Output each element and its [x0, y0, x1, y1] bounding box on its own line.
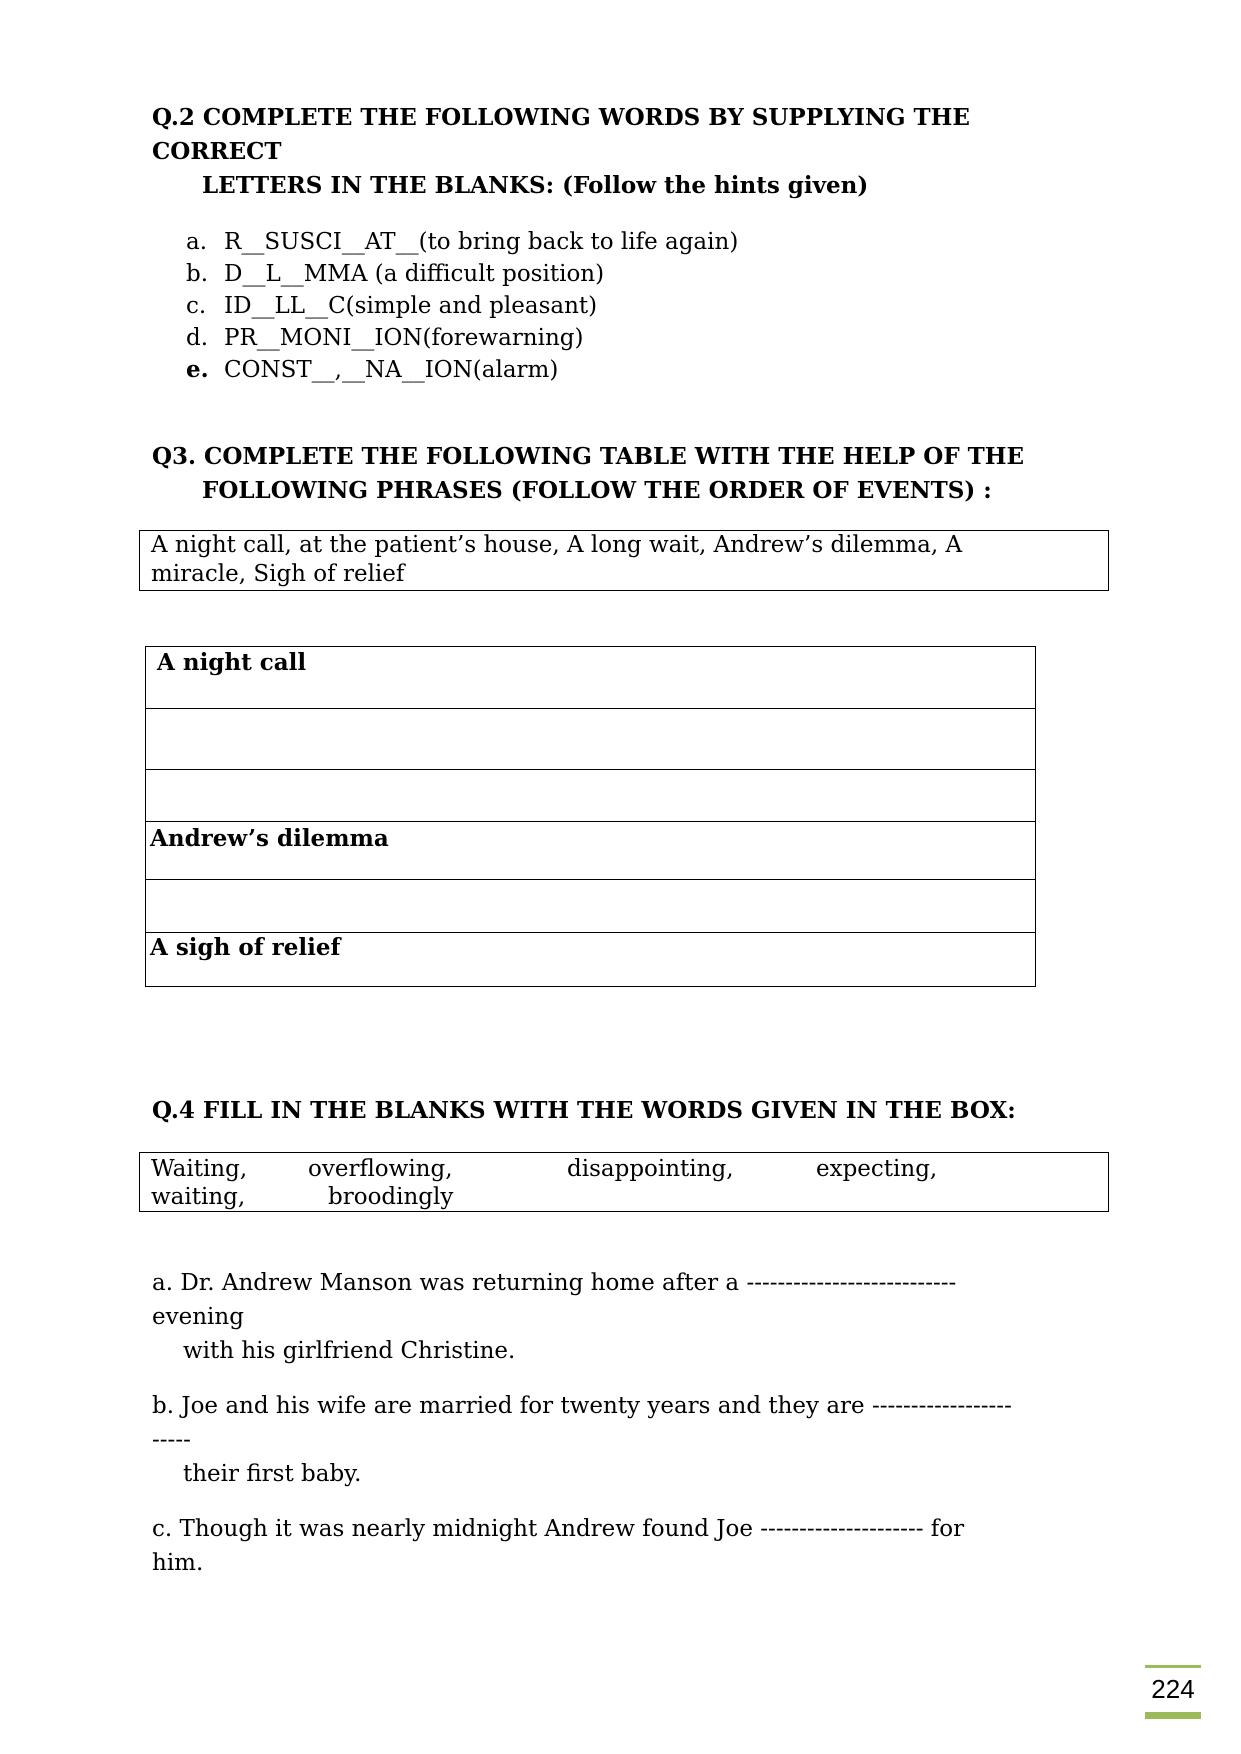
q3-heading-line2: FOLLOWING PHRASES (FOLLOW THE ORDER OF EVENTS) : — [202, 477, 992, 504]
q2-item-text: D__L__MMA (a difficult position) — [224, 261, 605, 287]
table-cell-text: A sigh of relief — [150, 934, 341, 961]
table-cell[interactable] — [146, 647, 1036, 709]
sentence-a-line1: a. Dr. Andrew Manson was returning home after a --------------------------- — [152, 1270, 957, 1296]
sentence-c-line1: c. Though it was nearly midnight Andrew found Joe --------------------- for — [152, 1516, 965, 1542]
table-cell[interactable] — [146, 770, 1036, 822]
sentence-b-line1: b. Joe and his wife are married for twenty years and they are ------------------ — [152, 1393, 1012, 1419]
q2-item-letter: e. — [186, 356, 209, 383]
table-cell[interactable] — [146, 709, 1036, 770]
phrase-box-line1: A night call, at the patient’s house, A long wait, Andrew’s dilemma, A — [151, 532, 963, 558]
q2-item-letter: c. — [186, 293, 207, 319]
page-number-top-rule — [1145, 1665, 1201, 1668]
q2-item-e — [186, 354, 558, 386]
word-box-word: expecting, — [816, 1156, 938, 1182]
page-number: 224 — [1151, 1674, 1195, 1704]
word-box — [139, 1152, 1109, 1212]
phrase-box — [139, 530, 1109, 591]
table-cell-text: Andrew’s dilemma — [150, 825, 389, 852]
q4-heading: Q.4 FILL IN THE BLANKS WITH THE WORDS GIVEN IN THE BOX: — [152, 1097, 1016, 1124]
phrase-box-line2: miracle, Sigh of relief — [151, 561, 405, 587]
q2-heading-line1: Q.2 COMPLETE THE FOLLOWING WORDS BY SUPPLYING THE — [152, 104, 970, 131]
q2-heading-line3: LETTERS IN THE BLANKS: (Follow the hints given) — [202, 172, 869, 199]
sentence-a-line3: with his girlfriend Christine. — [183, 1338, 516, 1364]
word-box-word: broodingly — [328, 1184, 454, 1210]
table-cell-text: A night call — [157, 649, 307, 676]
q2-item-a — [186, 226, 738, 258]
q2-item-text: PR__MONI__ION(forewarning) — [224, 325, 584, 351]
q2-item-d — [186, 322, 584, 354]
table-row — [146, 770, 1036, 822]
events-table — [145, 646, 1036, 987]
table-cell[interactable] — [146, 880, 1036, 933]
q2-item-letter: b. — [186, 261, 209, 287]
table-row — [146, 933, 1036, 987]
table-row — [146, 709, 1036, 770]
q2-heading-line2: CORRECT — [152, 138, 282, 165]
table-cell[interactable] — [146, 822, 1036, 880]
q2-item-letter: d. — [186, 325, 209, 351]
q3-heading-line1: Q3. COMPLETE THE FOLLOWING TABLE WITH THE HELP OF THE — [152, 443, 1025, 470]
q2-item-text: R__SUSCI__AT__(to bring back to life again) — [224, 229, 739, 255]
q2-item-letter: a. — [186, 229, 208, 255]
table-row — [146, 822, 1036, 880]
sentence-c-line2: him. — [152, 1550, 204, 1576]
table-row — [146, 647, 1036, 709]
sentence-b-line2: ----- — [152, 1427, 191, 1453]
table-cell[interactable] — [146, 933, 1036, 987]
sentence-b-line3: their first baby. — [183, 1461, 362, 1487]
q2-item-text: CONST__,__NA__ION(alarm) — [224, 357, 559, 383]
q2-item-text: ID__LL__C(simple and pleasant) — [224, 293, 598, 319]
table-row — [146, 880, 1036, 933]
word-box-word: overflowing, — [308, 1156, 453, 1182]
word-box-word: Waiting, — [151, 1156, 248, 1182]
word-box-word: waiting, — [151, 1184, 246, 1210]
page-number-bottom-bar — [1145, 1712, 1201, 1719]
word-box-word: disappointing, — [567, 1156, 734, 1182]
sentence-a-line2: evening — [152, 1304, 244, 1330]
q2-item-c — [186, 290, 597, 322]
q2-item-b — [186, 258, 604, 290]
